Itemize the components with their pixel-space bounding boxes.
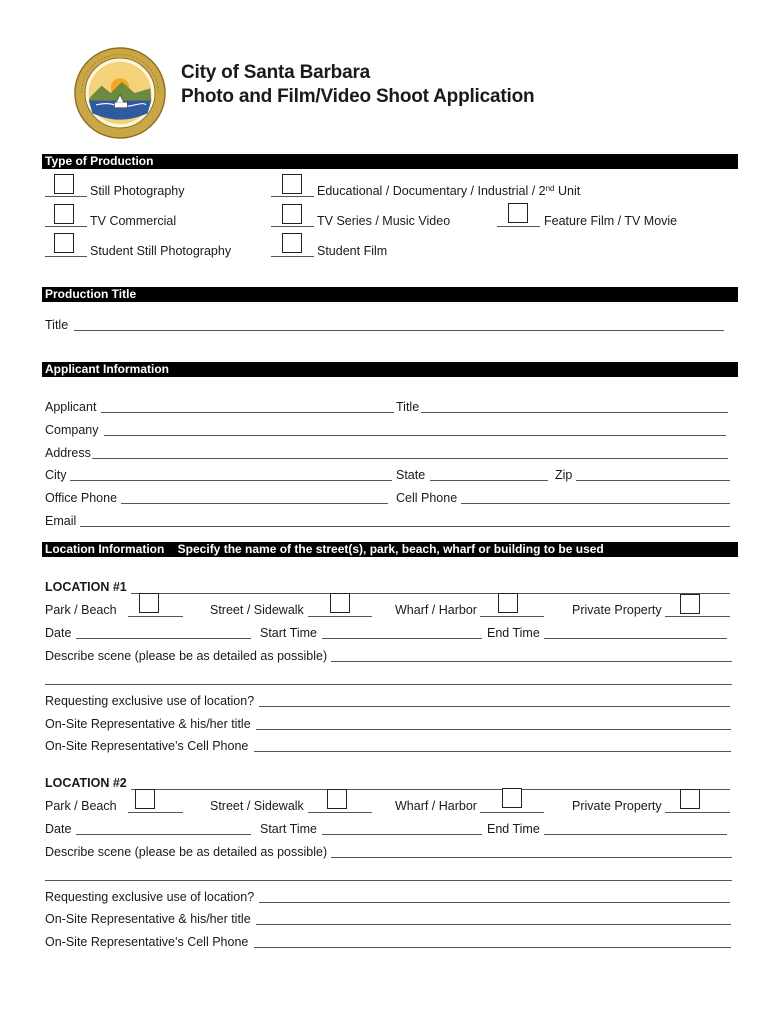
checkbox-underline (271, 256, 314, 257)
option-student-still: Student Still Photography (90, 244, 232, 258)
location-1-start-time-field[interactable] (322, 638, 482, 639)
location-1-exclusive-label: Requesting exclusive use of location? (45, 694, 255, 708)
applicant-title-field[interactable] (421, 412, 728, 413)
location-1-rep-cell-label: On-Site Representative’s Cell Phone (45, 739, 249, 753)
location-2-name-field[interactable] (131, 789, 730, 790)
checkbox-underline (480, 812, 544, 813)
city-field[interactable] (70, 480, 392, 481)
location-1-end-time-label: End Time (487, 626, 540, 640)
title-field[interactable] (74, 330, 724, 331)
checkbox-underline (308, 616, 372, 617)
location-1-describe-field[interactable] (331, 661, 732, 662)
location-2-end-time-field[interactable] (544, 834, 727, 835)
location-1-park-beach-label: Park / Beach (45, 603, 117, 617)
address-label: Address (45, 446, 91, 460)
state-label: State (396, 468, 426, 482)
location-1-private-checkbox[interactable] (680, 594, 700, 614)
checkbox-underline (128, 616, 183, 617)
location-1-name-field[interactable] (131, 593, 730, 594)
city-seal-logo (74, 47, 166, 139)
checkbox-still-photography[interactable] (54, 174, 74, 194)
checkbox-tv-commercial[interactable] (54, 204, 74, 224)
section-type-of-production: Type of Production (42, 154, 738, 169)
section-production-title: Production Title (42, 287, 738, 302)
option-still-photography: Still Photography (90, 184, 185, 198)
location-1-private-label: Private Property (572, 603, 662, 617)
checkbox-feature-film[interactable] (508, 203, 528, 223)
option-tv-series: TV Series / Music Video (317, 214, 451, 228)
location-1-describe-label: Describe scene (please be as detailed as possible) (45, 649, 328, 663)
location-1-street-label: Street / Sidewalk (210, 603, 304, 617)
state-field[interactable] (430, 480, 548, 481)
location-1-wharf-label: Wharf / Harbor (395, 603, 477, 617)
location-2-rep-title-label: On-Site Representative & his/her title (45, 912, 251, 926)
office-phone-label: Office Phone (45, 491, 118, 505)
address-field[interactable] (92, 458, 728, 459)
location-2-rep-cell-field[interactable] (254, 947, 731, 948)
location-section-title: Location Information (45, 542, 165, 556)
section-location-information (42, 542, 738, 557)
option-tv-commercial: TV Commercial (90, 214, 177, 228)
location-2-date-field[interactable] (76, 834, 251, 835)
city-name: City of Santa Barbara (181, 62, 371, 83)
checkbox-underline (45, 256, 87, 257)
location-1-rep-title-field[interactable] (256, 729, 731, 730)
location-2-private-label: Private Property (572, 799, 662, 813)
applicant-field[interactable] (101, 412, 394, 413)
location-1-date-field[interactable] (76, 638, 251, 639)
checkbox-underline (497, 226, 540, 227)
location-1-describe-field-line-2[interactable] (45, 684, 732, 685)
checkbox-student-still[interactable] (54, 233, 74, 253)
location-2-rep-cell-label: On-Site Representative’s Cell Phone (45, 935, 249, 949)
company-label: Company (45, 423, 99, 437)
location-2-heading: LOCATION #2 (45, 776, 127, 790)
location-2-describe-label: Describe scene (please be as detailed as possible) (45, 845, 328, 859)
location-1-heading: LOCATION #1 (45, 580, 127, 594)
email-label: Email (45, 514, 77, 528)
location-2-street-label: Street / Sidewalk (210, 799, 304, 813)
zip-field[interactable] (576, 480, 730, 481)
section-applicant-information: Applicant Information (42, 362, 738, 377)
location-2-exclusive-label: Requesting exclusive use of location? (45, 890, 255, 904)
checkbox-tv-series[interactable] (282, 204, 302, 224)
location-2-end-time-label: End Time (487, 822, 540, 836)
location-2-park-beach-label: Park / Beach (45, 799, 117, 813)
company-field[interactable] (104, 435, 726, 436)
location-1-wharf-checkbox[interactable] (498, 593, 518, 613)
location-1-date-label: Date (45, 626, 72, 640)
applicant-label: Applicant (45, 400, 97, 414)
checkbox-underline (308, 812, 372, 813)
location-2-start-time-field[interactable] (322, 834, 482, 835)
location-2-wharf-checkbox[interactable] (502, 788, 522, 808)
checkbox-underline (480, 616, 544, 617)
email-field[interactable] (80, 526, 730, 527)
location-1-park-beach-checkbox[interactable] (139, 593, 159, 613)
location-2-describe-field-line-2[interactable] (45, 880, 732, 881)
location-2-street-checkbox[interactable] (327, 789, 347, 809)
title-label: Title (45, 318, 69, 332)
checkbox-underline (128, 812, 183, 813)
applicant-title-label: Title (396, 400, 420, 414)
location-2-start-time-label: Start Time (260, 822, 317, 836)
location-2-exclusive-field[interactable] (259, 902, 730, 903)
option-feature-film: Feature Film / TV Movie (544, 214, 678, 228)
location-1-start-time-label: Start Time (260, 626, 317, 640)
location-2-date-label: Date (45, 822, 72, 836)
checkbox-underline (665, 616, 730, 617)
cell-phone-field[interactable] (461, 503, 730, 504)
option-student-film: Student Film (317, 244, 388, 258)
location-1-rep-cell-field[interactable] (254, 751, 731, 752)
checkbox-educational[interactable] (282, 174, 302, 194)
checkbox-student-film[interactable] (282, 233, 302, 253)
office-phone-field[interactable] (121, 503, 388, 504)
checkbox-underline (665, 812, 730, 813)
location-2-wharf-label: Wharf / Harbor (395, 799, 477, 813)
checkbox-underline (45, 226, 87, 227)
location-1-end-time-field[interactable] (544, 638, 727, 639)
location-2-describe-field[interactable] (331, 857, 732, 858)
location-section-instruction: Specify the name of the street(s), park, beach, wharf or building to be used (177, 542, 604, 556)
form-title: Photo and Film/Video Shoot Application (181, 86, 535, 107)
location-2-rep-title-field[interactable] (256, 924, 731, 925)
city-label: City (45, 468, 67, 482)
cell-phone-label: Cell Phone (396, 491, 458, 505)
location-2-private-checkbox[interactable] (680, 789, 700, 809)
location-1-exclusive-field[interactable] (259, 706, 730, 707)
location-2-park-beach-checkbox[interactable] (135, 789, 155, 809)
option-educational: Educational / Documentary / Industrial / 2nd Unit (317, 184, 581, 198)
checkbox-underline (271, 196, 314, 197)
location-1-rep-title-label: On-Site Representative & his/her title (45, 717, 251, 731)
zip-label: Zip (555, 468, 573, 482)
location-1-street-checkbox[interactable] (330, 593, 350, 613)
checkbox-underline (271, 226, 314, 227)
checkbox-underline (45, 196, 87, 197)
